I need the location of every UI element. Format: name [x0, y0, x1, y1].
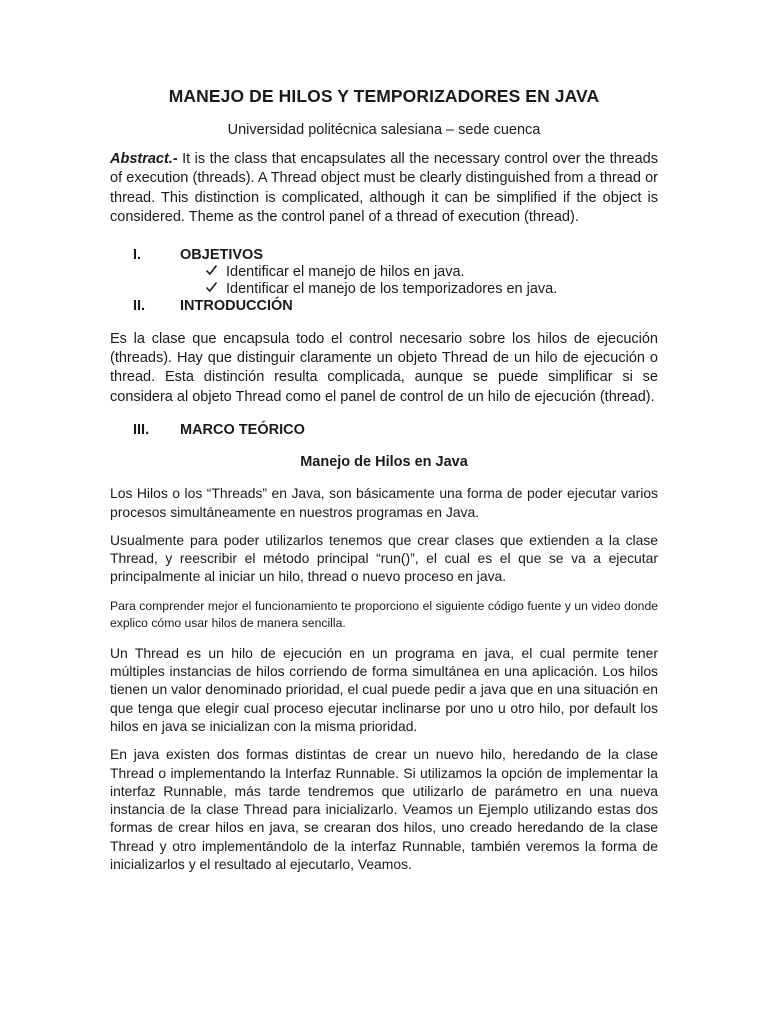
section-objetivos-heading: [110, 246, 658, 264]
abstract-paragraph: [110, 150, 658, 228]
section-number: I.: [133, 246, 142, 263]
check-icon: [205, 264, 226, 281]
objective-text: Identificar el manejo de los temporizadores en java.: [226, 280, 558, 297]
section-title: MARCO TEÓRICO: [180, 422, 305, 439]
abstract-label: Abstract.-: [110, 151, 178, 167]
document-title: MANEJO DE HILOS Y TEMPORIZADORES EN JAVA: [168, 86, 600, 106]
marco-paragraph-2: Usualmente para poder utilizarlos tenemos que crear clases que extienden a la clase Thread, y reescribir el método principal “run()”, el cual es el que se va a ejecutar principalmente al iniciar un hilo, thread o nuevo proceso en java.: [110, 531, 658, 585]
abstract-text: It is the class that encapsulates all the necessary control over the threads of execution (threads). A Thread object must be clearly distinguished from a thread or thread. This distinction is complicated, although it can be simplified if the object is considered. Theme as the control panel of a thread of execution (thread).: [110, 151, 658, 226]
section-marco-teorico-heading: [110, 421, 658, 439]
document-subtitle: Universidad politécnica salesiana – sede cuenca: [227, 122, 541, 138]
marco-paragraph-1: Los Hilos o los “Threads” en Java, son básicamente una forma de poder ejecutar varios procesos simultáneamente en nuestros programas en Java.: [110, 485, 658, 520]
marco-paragraph-4: Un Thread es un hilo de ejecución en un programa en java, el cual permite tener múltiples instancias de hilos corriendo de forma simultánea en una aplicación. Los hilos tienen un valor denominado prioridad, el cual puede pedir a java que en una situación en que tenga que elegir cual proceso ejecutar inclinarse por uno u otro hilo, por default los hilos en java se inicializan con la misma prioridad.: [110, 644, 658, 734]
marco-paragraph-5: En java existen dos formas distintas de crear un nuevo hilo, heredando de la clase Thread o implementando la Interfaz Runnable. Si utilizamos la opción de implementar la interfaz Runnable, más tarde tendremos que utilizarlo de parámetro en una nueva instancia de la clase Thread para inicializarlo. Veamos un Ejemplo utilizando estas dos formas de crear hilos en java, se crearan dos hilos, uno creado heredando de la clase Thread y otro implementándolo de la interfaz Runnable, también veremos la forma de inicializarlos y el resultado al ejecutarlo, Veamos.: [110, 746, 658, 872]
marco-paragraph-3: Para comprender mejor el funcionamiento te proporciono el siguiente código fuente y un video donde explico cómo usar hilos de manera sencilla.: [110, 598, 658, 630]
list-item: [110, 281, 658, 298]
introduccion-paragraph: Es la clase que encapsula todo el control necesario sobre los hilos de ejecución (threads). Hay que distinguir claramente un objeto Thread de un hilo de ejecución o thread. Esta distinción resulta complicada, aunque se puede simplificar si se considera al objeto Thread como el panel de control de un hilo de ejecución (thread).: [110, 330, 658, 405]
objective-text: Identificar el manejo de hilos en java.: [226, 263, 465, 280]
marco-teorico-subheading: Manejo de Hilos en Java: [300, 454, 468, 471]
check-icon: [205, 281, 226, 298]
section-title: OBJETIVOS: [180, 246, 263, 263]
document-page: [110, 84, 658, 873]
list-item: [110, 264, 658, 281]
section-number: III.: [133, 422, 150, 439]
section-introduccion-heading: [110, 297, 658, 315]
section-title: INTRODUCCIÓN: [180, 297, 293, 314]
section-number: II.: [133, 297, 146, 314]
objectives-list: [110, 264, 658, 298]
